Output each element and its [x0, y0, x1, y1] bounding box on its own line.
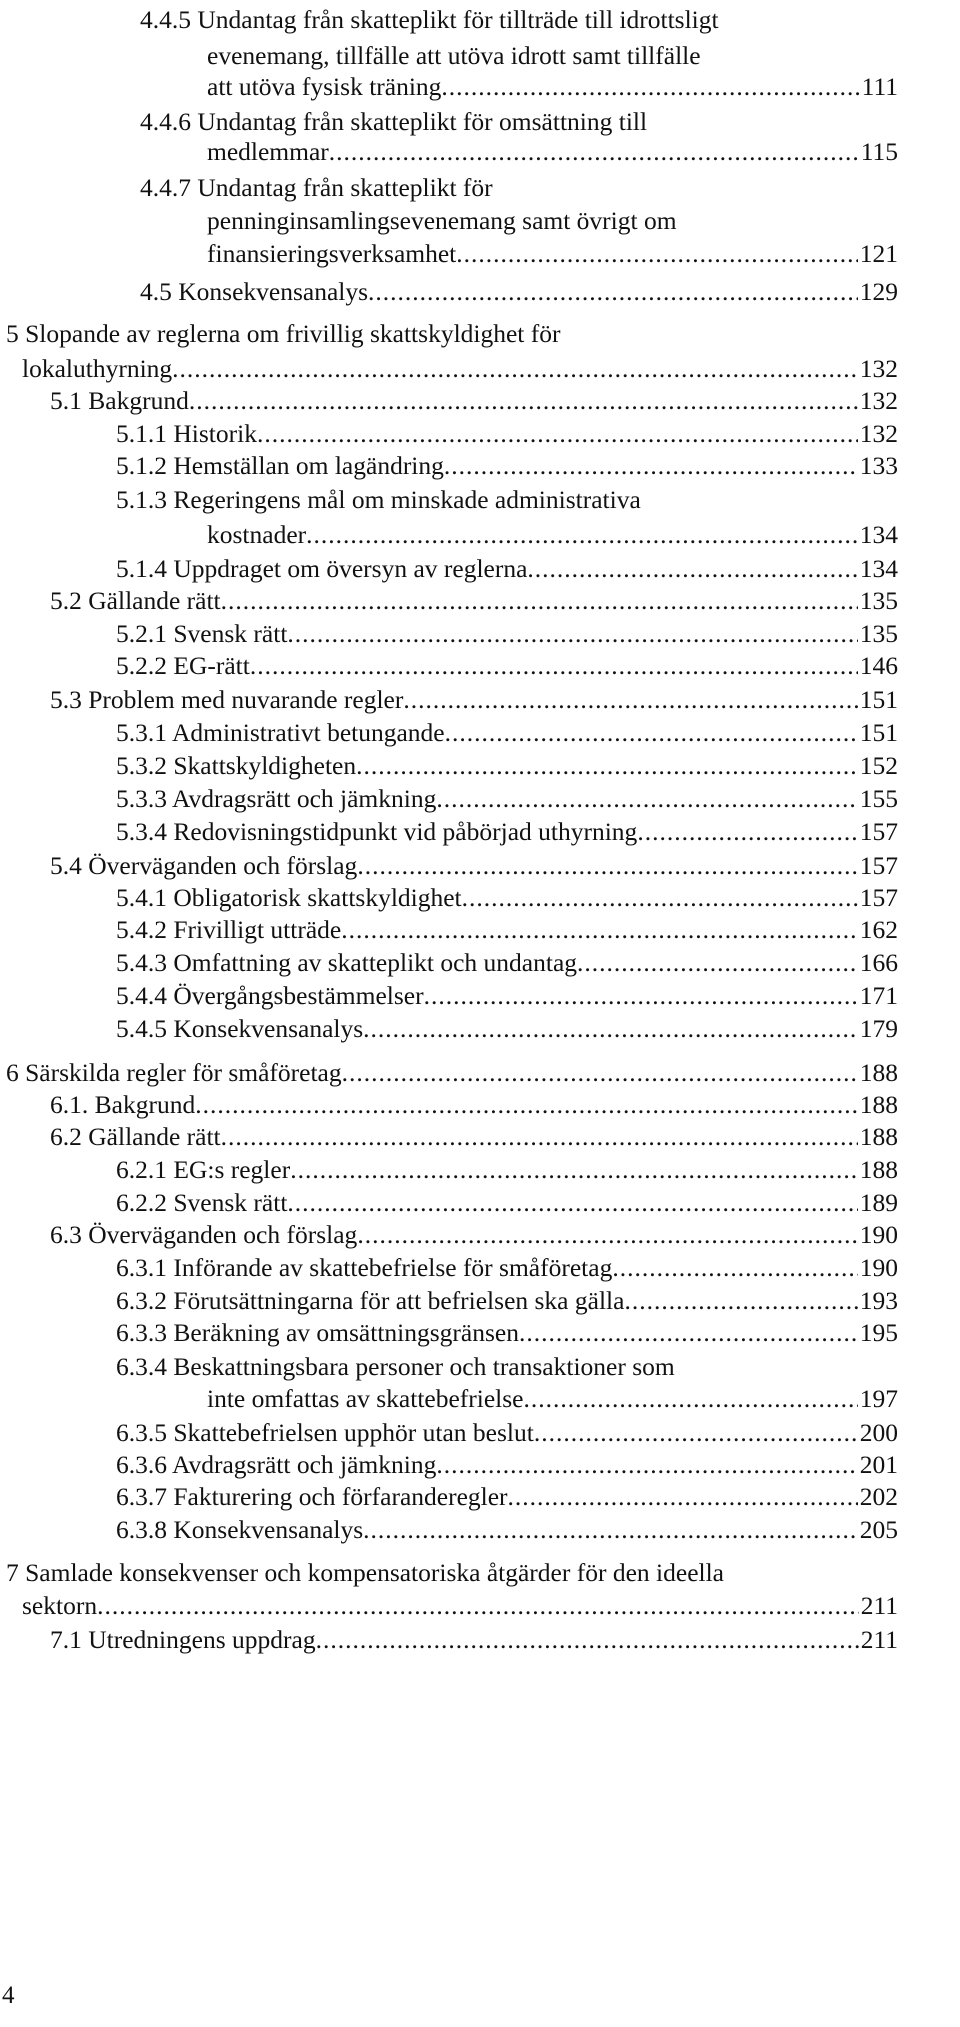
toc-entry [50, 1121, 898, 1153]
dot-leader [524, 1383, 858, 1415]
toc-entry-page: 195 [859, 1318, 898, 1347]
toc-entry [116, 1417, 898, 1449]
toc-entry-title: 5.1.4 Uppdraget om översyn av reglerna [116, 554, 528, 583]
dot-leader [363, 1013, 858, 1045]
toc-entry [140, 276, 898, 308]
toc-entry-page: 152 [859, 751, 898, 780]
toc-entry-page: 111 [861, 72, 898, 101]
dot-leader [195, 1089, 858, 1121]
toc-entry [50, 850, 898, 882]
toc-entry [116, 1013, 898, 1045]
toc-entry-page: 135 [859, 586, 898, 615]
toc-entry [116, 750, 898, 782]
toc-entry-title: 5.2.2 EG-rätt [116, 651, 250, 680]
dot-leader [316, 1624, 859, 1656]
dot-leader [436, 1449, 857, 1481]
toc-entry-page: 146 [859, 651, 898, 680]
toc-entry [50, 585, 898, 617]
toc-entry [140, 106, 647, 138]
toc-entry-page: 133 [859, 451, 898, 480]
toc-entry-page: 132 [859, 354, 898, 383]
dot-leader [424, 980, 858, 1012]
toc-entry [50, 1624, 898, 1656]
toc-entry [50, 684, 898, 716]
dot-leader [306, 519, 858, 551]
toc-entry-title: 6.2 Gällande rätt [50, 1122, 221, 1151]
toc-entry [207, 71, 898, 103]
dot-leader [363, 1514, 858, 1546]
dot-leader [462, 882, 858, 914]
toc-entry-page: 193 [859, 1286, 898, 1315]
toc-entry [116, 484, 641, 516]
toc-entry [207, 40, 701, 72]
toc-entry-page: 134 [859, 520, 898, 549]
toc-entry-page: 200 [859, 1418, 898, 1447]
toc-entry-title: 5.3.2 Skattskyldigheten [116, 751, 357, 780]
toc-entry [50, 385, 898, 417]
toc-entry [116, 650, 898, 682]
dot-leader [527, 553, 857, 585]
dot-leader [287, 1187, 857, 1219]
toc-entry-title: penninginsamlingsevenemang samt övrigt om [207, 206, 677, 235]
toc-entry-title: kostnader [207, 520, 307, 549]
toc-entry-page: 190 [859, 1220, 898, 1249]
toc-entry [116, 1317, 898, 1349]
dot-leader [329, 136, 859, 168]
toc-entry-title: lokaluthyrning [22, 354, 173, 383]
dot-leader [97, 1590, 859, 1622]
toc-entry-page: 188 [859, 1155, 898, 1184]
toc-entry-title: 6.3.1 Införande av skattebefrielse för småföretag [116, 1253, 613, 1282]
toc-entry-page: 134 [859, 554, 898, 583]
dot-leader [445, 717, 858, 749]
dot-leader [172, 353, 858, 385]
toc-entry-title: 6 Särskilda regler för småföretag [6, 1058, 342, 1087]
toc-entry-page: 162 [859, 915, 898, 944]
page-number: 4 [2, 1982, 15, 2009]
toc-entry-title: 5.4.1 Obligatorisk skattskyldighet [116, 883, 462, 912]
toc-entry [116, 1351, 675, 1383]
dot-leader [290, 1154, 858, 1186]
toc-entry-title: 5.3.4 Redovisningstidpunkt vid påbörjad uthyrning [116, 817, 638, 846]
toc-entry [116, 980, 898, 1012]
dot-leader [577, 947, 858, 979]
toc-entry [116, 1285, 898, 1317]
toc-entry-page: 171 [859, 981, 898, 1010]
toc-entry [116, 1449, 898, 1481]
dot-leader [356, 750, 858, 782]
toc-entry-page: 188 [859, 1122, 898, 1151]
toc-entry [116, 947, 898, 979]
dot-leader [441, 71, 859, 103]
dot-leader [357, 1219, 857, 1251]
toc-entry-page: 157 [859, 883, 898, 912]
toc-entry [116, 816, 898, 848]
toc-entry-title: 6.3.5 Skattebefrielsen upphör utan beslut [116, 1418, 534, 1447]
toc-entry-title: 6.3.8 Konsekvensanalys [116, 1515, 364, 1544]
toc-entry-title: 6.2.2 Svensk rätt [116, 1188, 288, 1217]
dot-leader [357, 850, 857, 882]
toc-entry-title: 4.4.6 Undantag från skatteplikt för omsättning till [140, 107, 648, 136]
dot-leader [221, 1121, 858, 1153]
dot-leader [637, 816, 857, 848]
toc-entry-page: 135 [859, 619, 898, 648]
toc-entry [50, 1219, 898, 1251]
toc-entry-page: 157 [859, 817, 898, 846]
toc-entry-title: 5.1 Bakgrund [50, 386, 189, 415]
toc-entry-page: 189 [859, 1188, 898, 1217]
toc-entry-title: 5.1.3 Regeringens mål om minskade administrativa [116, 485, 641, 514]
toc-entry-title: 5.3.1 Administrativt betungande [116, 718, 445, 747]
dot-leader [444, 450, 858, 482]
toc-entry [116, 418, 898, 450]
toc-entry [140, 172, 493, 204]
dot-leader [436, 783, 857, 815]
toc-entry-title: 5.4.3 Omfattning av skatteplikt och undantag [116, 948, 578, 977]
dot-leader [250, 650, 858, 682]
toc-entry-title: 6.3.2 Förutsättningarna för att befrielsen ska gälla [116, 1286, 625, 1315]
toc-entry [207, 136, 898, 168]
toc-entry-title: 5 Slopande av reglerna om frivillig skattskyldighet för [6, 319, 561, 348]
dot-leader [456, 238, 857, 270]
toc-entry-title: 7.1 Utredningens uppdrag [50, 1625, 316, 1654]
toc-entry-title: finansieringsverksamhet [207, 239, 457, 268]
dot-leader [612, 1252, 857, 1284]
toc-entry-title: 5.1.1 Historik [116, 419, 257, 448]
toc-entry-title: 6.2.1 EG:s regler [116, 1155, 291, 1184]
toc-entry-title: evenemang, tillfälle att utöva idrott samt tillfälle [207, 41, 701, 70]
toc-entry-title: att utöva fysisk träning [207, 72, 442, 101]
toc-entry-title: 5.2.1 Svensk rätt [116, 619, 288, 648]
dot-leader [534, 1417, 858, 1449]
dot-leader [287, 618, 857, 650]
toc-entry-page: 132 [859, 386, 898, 415]
toc-entry-title: 6.3.4 Beskattningsbara personer och transaktioner som [116, 1352, 675, 1381]
toc-entry-page: 190 [859, 1253, 898, 1282]
dot-leader [519, 1317, 858, 1349]
toc-entry-title: 6.3.7 Fakturering och förfaranderegler [116, 1482, 508, 1511]
toc-entry-page: 151 [859, 718, 898, 747]
toc-entry-title: 6.3 Överväganden och förslag [50, 1220, 358, 1249]
toc-entry-page: 115 [860, 137, 898, 166]
toc-entry-page: 201 [859, 1450, 898, 1479]
toc-entry [116, 1514, 898, 1546]
toc-entry [6, 318, 561, 350]
dot-leader [221, 585, 858, 617]
toc-entry-page: 211 [860, 1591, 898, 1620]
toc-entry [207, 519, 898, 551]
toc-entry [116, 1252, 898, 1284]
toc-entry-page: 205 [859, 1515, 898, 1544]
dot-leader [403, 684, 857, 716]
toc-entry-title: 6.1. Bakgrund [50, 1090, 196, 1119]
toc-entry-title: medlemmar [207, 137, 329, 166]
toc-entry-title: 4.4.5 Undantag från skatteplikt för tillträde till idrottsligt [140, 5, 719, 34]
dot-leader [257, 418, 858, 450]
dot-leader [341, 914, 858, 946]
dot-leader [342, 1057, 858, 1089]
dot-leader [189, 385, 858, 417]
toc-entry-title: sektorn [22, 1591, 98, 1620]
toc-entry-title: 5.4.4 Övergångsbestämmelser [116, 981, 424, 1010]
toc-entry [116, 553, 898, 585]
toc-entry [116, 1187, 898, 1219]
toc-entry [207, 1383, 898, 1415]
toc-entry-page: 197 [859, 1384, 898, 1413]
toc-entry [116, 1154, 898, 1186]
toc-entry [116, 1481, 898, 1513]
toc-entry [116, 914, 898, 946]
toc-entry-title: 5.3.3 Avdragsrätt och jämkning [116, 784, 437, 813]
toc-entry-title: 4.4.7 Undantag från skatteplikt för [140, 173, 493, 202]
toc-entry-title: 4.5 Konsekvensanalys [140, 277, 369, 306]
toc-entry-page: 166 [859, 948, 898, 977]
toc-entry-page: 151 [859, 685, 898, 714]
toc-entry-page: 155 [859, 784, 898, 813]
toc-entry-title: 6.3.6 Avdragsrätt och jämkning [116, 1450, 437, 1479]
toc-entry-title: 5.4.5 Konsekvensanalys [116, 1014, 364, 1043]
toc-entry [6, 1057, 898, 1089]
toc-entry-page: 129 [859, 277, 898, 306]
toc-entry-page: 179 [859, 1014, 898, 1043]
toc-entry [50, 1089, 898, 1121]
toc-entry [6, 1557, 724, 1589]
toc-entry-title: 6.3.3 Beräkning av omsättningsgränsen [116, 1318, 519, 1347]
toc-entry-title: 5.2 Gällande rätt [50, 586, 221, 615]
toc-entry [116, 882, 898, 914]
toc-entry [116, 783, 898, 815]
toc-entry-page: 211 [860, 1625, 898, 1654]
toc-entry-page: 188 [859, 1058, 898, 1087]
toc-entry [22, 353, 898, 385]
toc-entry-page: 202 [859, 1482, 898, 1511]
toc-entry [116, 618, 898, 650]
toc-entry-page: 132 [859, 419, 898, 448]
toc-entry [22, 1590, 898, 1622]
toc-entry-page: 188 [859, 1090, 898, 1119]
dot-leader [368, 276, 858, 308]
toc-entry-title: 5.1.2 Hemställan om lagändring [116, 451, 444, 480]
toc-entry-title: 5.4 Överväganden och förslag [50, 851, 358, 880]
dot-leader [508, 1481, 858, 1513]
dot-leader [624, 1285, 857, 1317]
toc-entry-page: 157 [859, 851, 898, 880]
toc-entry [207, 238, 898, 270]
toc-entry-page: 121 [859, 239, 898, 268]
toc-entry [140, 4, 719, 36]
toc-entry [116, 450, 898, 482]
toc-entry [116, 717, 898, 749]
toc-entry [207, 205, 677, 237]
toc-entry-title: 5.4.2 Frivilligt utträde [116, 915, 342, 944]
toc-entry-title: 5.3 Problem med nuvarande regler [50, 685, 404, 714]
toc-entry-title: 7 Samlade konsekvenser och kompensatoriska åtgärder för den ideella [6, 1558, 724, 1587]
toc-entry-title: inte omfattas av skattebefrielse [207, 1384, 524, 1413]
